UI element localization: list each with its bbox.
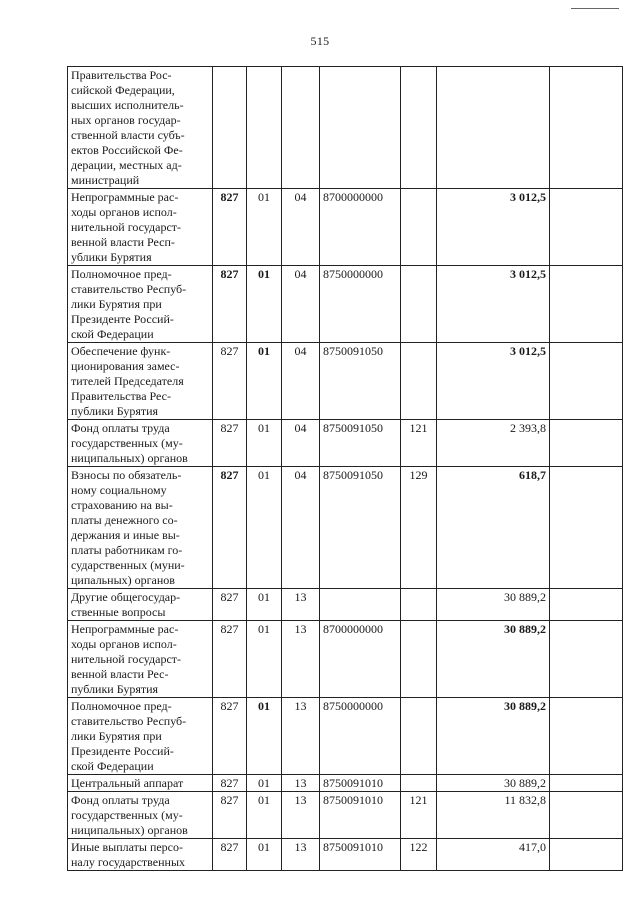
pr-cell (282, 67, 320, 189)
pr-cell: 13 (282, 698, 320, 775)
table-row (68, 839, 623, 871)
row-name-cell (68, 698, 213, 775)
table-row (68, 775, 623, 792)
row-name: Правительства Рос- сийской Федерации, высших исполнитель- ных органов государ- ственной власти субъ- ектов Российской Фе- дерации, местных ад- министраций (71, 68, 185, 187)
header-rule (571, 8, 619, 9)
amount-cell: 417,0 (437, 839, 550, 871)
vr-cell (401, 775, 437, 792)
pr-cell: 04 (282, 467, 320, 589)
amount-cell: 30 889,2 (437, 775, 550, 792)
csr-cell: 8750091050 (320, 343, 401, 420)
table-row (68, 621, 623, 698)
amount-cell: 11 832,8 (437, 792, 550, 839)
table-row (68, 67, 623, 189)
amount-cell: 2 393,8 (437, 420, 550, 467)
extra-cell (550, 792, 623, 839)
gr-cell: 827 (213, 467, 247, 589)
vr-cell: 122 (401, 839, 437, 871)
row-name-cell (68, 792, 213, 839)
gr-cell: 827 (213, 839, 247, 871)
row-name-cell (68, 621, 213, 698)
csr-cell (320, 589, 401, 621)
csr-cell: 8750091050 (320, 420, 401, 467)
extra-cell (550, 67, 623, 189)
rz-cell: 01 (247, 839, 282, 871)
rz-cell: 01 (247, 589, 282, 621)
row-name-cell (68, 67, 213, 189)
row-name-cell (68, 189, 213, 266)
rz-cell: 01 (247, 266, 282, 343)
extra-cell (550, 698, 623, 775)
extra-cell (550, 266, 623, 343)
pr-cell: 04 (282, 420, 320, 467)
gr-cell: 827 (213, 589, 247, 621)
table-row (68, 589, 623, 621)
amount-cell: 30 889,2 (437, 589, 550, 621)
table-row (68, 420, 623, 467)
pr-cell: 04 (282, 189, 320, 266)
row-name-cell (68, 839, 213, 871)
row-name-cell (68, 266, 213, 343)
row-name: Непрограммные рас- ходы органов испол- нительной государст- венной власти Респ- ублики Бурятия (71, 190, 182, 264)
amount-cell: 3 012,5 (437, 266, 550, 343)
amount-cell: 3 012,5 (437, 343, 550, 420)
gr-cell: 827 (213, 420, 247, 467)
table-row (68, 343, 623, 420)
vr-cell (401, 67, 437, 189)
pr-cell: 13 (282, 839, 320, 871)
csr-cell: 8700000000 (320, 621, 401, 698)
pr-cell: 13 (282, 792, 320, 839)
rz-cell: 01 (247, 420, 282, 467)
row-name: Фонд оплаты труда государственных (му- ниципальных) органов (71, 421, 188, 465)
csr-cell: 8750091010 (320, 792, 401, 839)
vr-cell: 121 (401, 792, 437, 839)
vr-cell (401, 189, 437, 266)
csr-cell (320, 67, 401, 189)
rz-cell: 01 (247, 621, 282, 698)
table-row (68, 792, 623, 839)
row-name-cell (68, 467, 213, 589)
extra-cell (550, 839, 623, 871)
row-name: Непрограммные рас- ходы органов испол- нительной государст- венной власти Рес- публики Бурятия (71, 622, 182, 696)
row-name: Полномочное пред- ставительство Респуб- лики Бурятия при Президенте Россий- ской Федерации (71, 699, 187, 773)
csr-cell: 8750000000 (320, 698, 401, 775)
row-name-cell (68, 420, 213, 467)
table-body (68, 67, 623, 871)
row-name: Обеспечение функ- ционирования замес- тителей Председателя Правительства Рес- публики Бурятия (71, 344, 184, 418)
extra-cell (550, 775, 623, 792)
row-name: Полномочное пред- ставительство Респуб- лики Бурятия при Президенте Россий- ской Федерации (71, 267, 187, 341)
row-name-cell (68, 589, 213, 621)
budget-table (67, 66, 623, 871)
amount-cell: 30 889,2 (437, 698, 550, 775)
row-name: Фонд оплаты труда государственных (му- ниципальных) органов (71, 793, 188, 837)
vr-cell (401, 698, 437, 775)
pr-cell: 04 (282, 266, 320, 343)
gr-cell: 827 (213, 266, 247, 343)
vr-cell: 129 (401, 467, 437, 589)
extra-cell (550, 589, 623, 621)
vr-cell (401, 343, 437, 420)
amount-cell: 30 889,2 (437, 621, 550, 698)
csr-cell: 8750091010 (320, 775, 401, 792)
rz-cell: 01 (247, 775, 282, 792)
table-row (68, 266, 623, 343)
extra-cell (550, 343, 623, 420)
gr-cell: 827 (213, 343, 247, 420)
rz-cell: 01 (247, 343, 282, 420)
pr-cell: 13 (282, 775, 320, 792)
rz-cell: 01 (247, 189, 282, 266)
pr-cell: 04 (282, 343, 320, 420)
pr-cell: 13 (282, 621, 320, 698)
page-number: 515 (310, 34, 330, 48)
csr-cell: 8750091050 (320, 467, 401, 589)
row-name-cell (68, 775, 213, 792)
gr-cell: 827 (213, 775, 247, 792)
row-name-cell (68, 343, 213, 420)
gr-cell (213, 67, 247, 189)
csr-cell: 8750000000 (320, 266, 401, 343)
extra-cell (550, 467, 623, 589)
gr-cell: 827 (213, 792, 247, 839)
extra-cell (550, 420, 623, 467)
extra-cell (550, 621, 623, 698)
table-row (68, 698, 623, 775)
table-row (68, 189, 623, 266)
rz-cell: 01 (247, 467, 282, 589)
vr-cell (401, 266, 437, 343)
csr-cell: 8700000000 (320, 189, 401, 266)
rz-cell: 01 (247, 698, 282, 775)
amount-cell: 618,7 (437, 467, 550, 589)
vr-cell: 121 (401, 420, 437, 467)
row-name: Другие общегосудар- ственные вопросы (71, 590, 181, 619)
vr-cell (401, 621, 437, 698)
rz-cell (247, 67, 282, 189)
csr-cell: 8750091010 (320, 839, 401, 871)
gr-cell: 827 (213, 698, 247, 775)
pr-cell: 13 (282, 589, 320, 621)
gr-cell: 827 (213, 621, 247, 698)
amount-cell (437, 67, 550, 189)
row-name: Взносы по обязатель- ному социальному страхованию на вы- платы денежного со- держания и иные вы- платы работникам го- сударственных (муни- ципальных) органов (71, 468, 185, 587)
table-row (68, 467, 623, 589)
rz-cell: 01 (247, 792, 282, 839)
vr-cell (401, 589, 437, 621)
extra-cell (550, 189, 623, 266)
row-name: Иные выплаты персо- налу государственных (71, 840, 186, 869)
row-name: Центральный аппарат (71, 776, 184, 790)
amount-cell: 3 012,5 (437, 189, 550, 266)
gr-cell: 827 (213, 189, 247, 266)
